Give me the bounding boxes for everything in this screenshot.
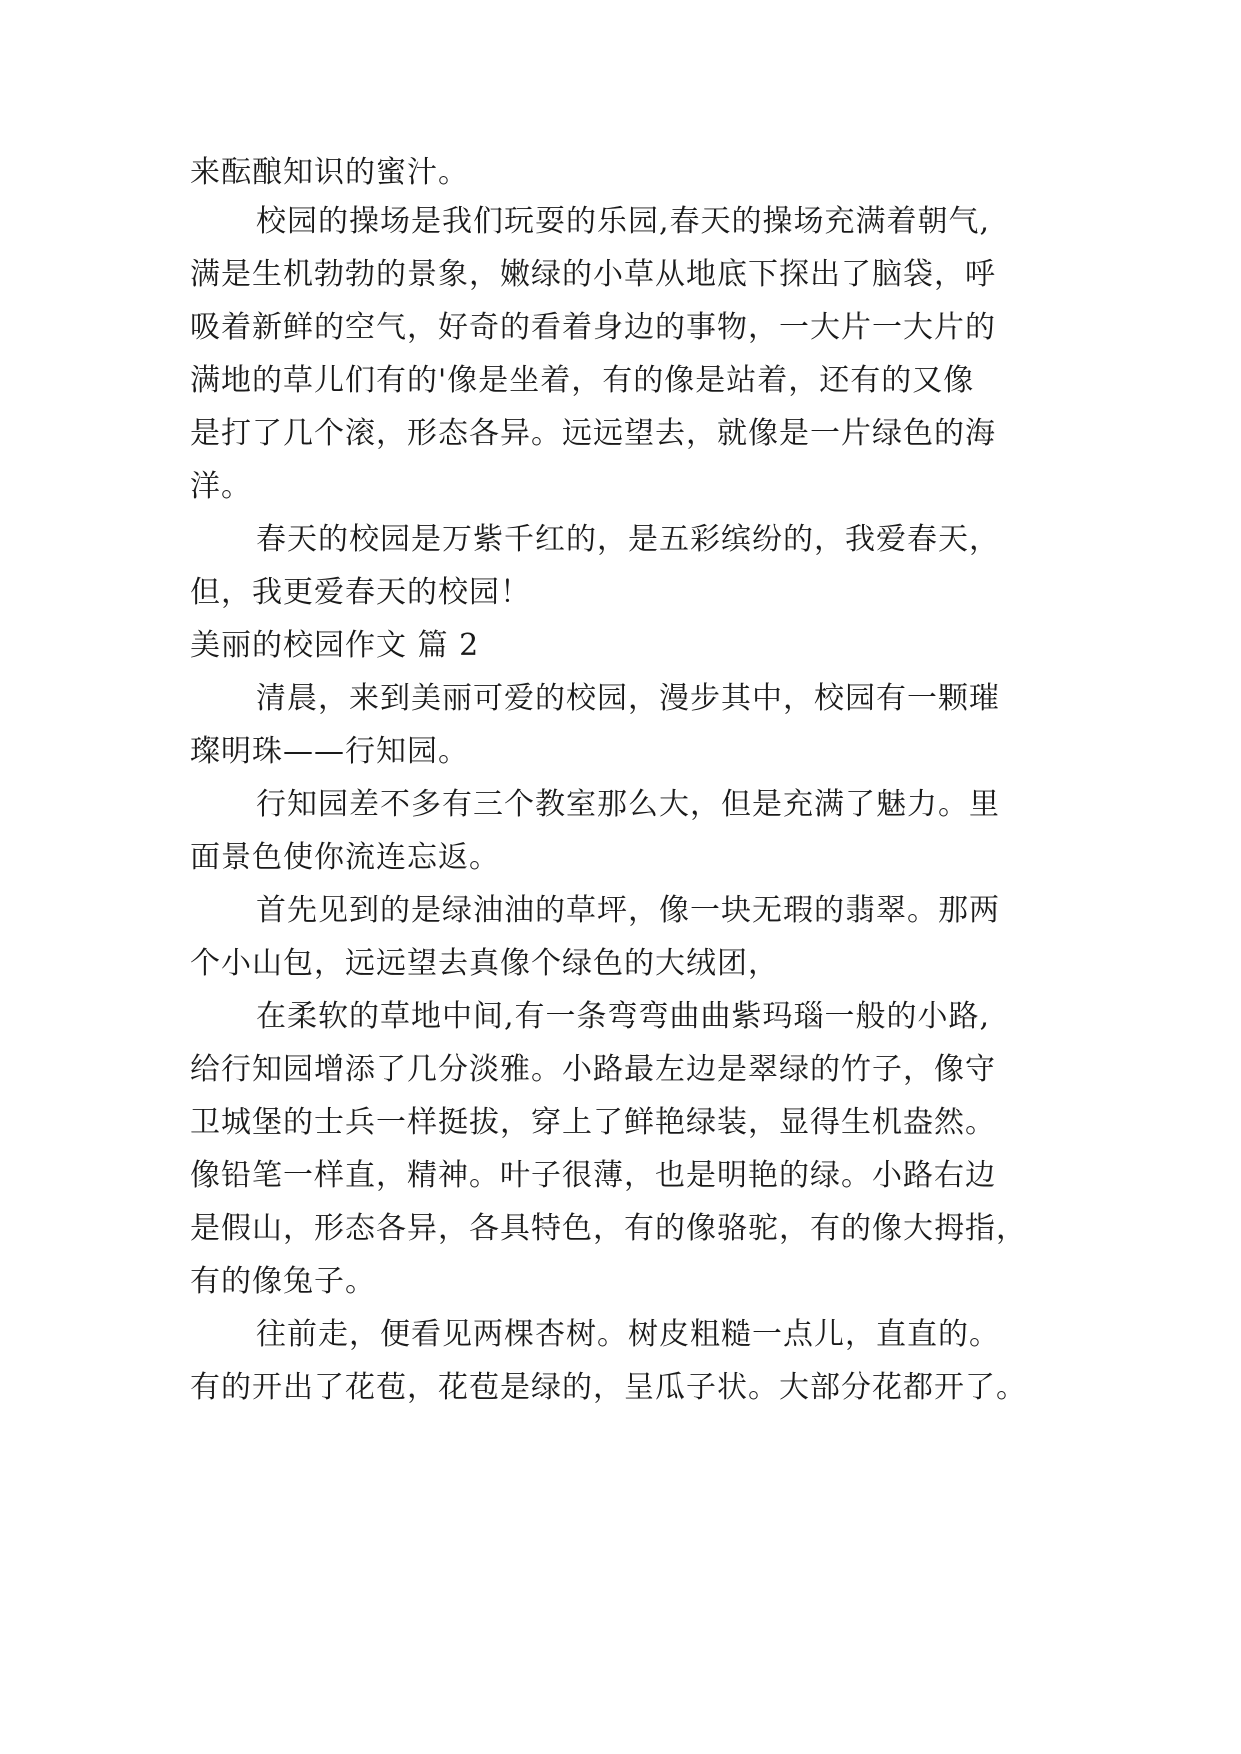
text-line: 璨明珠——行知园。 (190, 734, 469, 769)
text-line: 清晨，来到美丽可爱的校园，漫步其中，校园有一颗璀 (256, 681, 1000, 716)
text-line: 面景色使你流连忘返。 (190, 840, 500, 875)
text-line: 但，我更爱春天的校园！ (190, 575, 531, 610)
text-line: 满是生机勃勃的景象，嫩绿的小草从地底下探出了脑袋，呼 (190, 257, 996, 292)
text-line: 有的开出了花苞，花苞是绿的，呈瓜子状。大部分花都开了。 (190, 1370, 1027, 1405)
text-line: 吸着新鲜的空气，好奇的看着身边的事物，一大片一大片的 (190, 310, 996, 345)
text-line: 是打了几个滚，形态各异。远远望去，就像是一片绿色的海 (190, 416, 996, 451)
text-line: 来酝酿知识的蜜汁。 (190, 155, 469, 190)
text-line: 校园的操场是我们玩耍的乐园,春天的操场充满着朝气, (256, 204, 991, 239)
text-line: 个小山包，远远望去真像个绿色的大绒团， (190, 946, 779, 981)
text-line: 首先见到的是绿油油的草坪，像一块无瑕的翡翠。那两 (256, 893, 1000, 928)
text-line: 满地的草儿们有的'像是坐着，有的像是站着，还有的又像 (190, 363, 975, 398)
text-line: 卫城堡的士兵一样挺拔，穿上了鲜艳绿装，显得生机盎然。 (190, 1105, 996, 1140)
text-line: 往前走，便看见两棵杏树。树皮粗糙一点儿，直直的。 (256, 1317, 1000, 1352)
text-line: 有的像兔子。 (190, 1264, 376, 1299)
text-line: 像铅笔一样直，精神。叶子很薄，也是明艳的绿。小路右边 (190, 1158, 996, 1193)
text-line: 给行知园增添了几分淡雅。小路最左边是翠绿的竹子，像守 (190, 1052, 996, 1087)
text-line: 洋。 (190, 469, 252, 504)
text-line: 春天的校园是万紫千红的，是五彩缤纷的，我爱春天， (256, 522, 1000, 557)
section-heading: 美丽的校园作文 篇 2 (190, 628, 480, 663)
text-line: 在柔软的草地中间,有一条弯弯曲曲紫玛瑙一般的小路, (256, 999, 991, 1034)
text-line: 是假山，形态各异，各具特色，有的像骆驼，有的像大拇指， (190, 1211, 1027, 1246)
text-line: 行知园差不多有三个教室那么大，但是充满了魅力。里 (256, 787, 1000, 822)
